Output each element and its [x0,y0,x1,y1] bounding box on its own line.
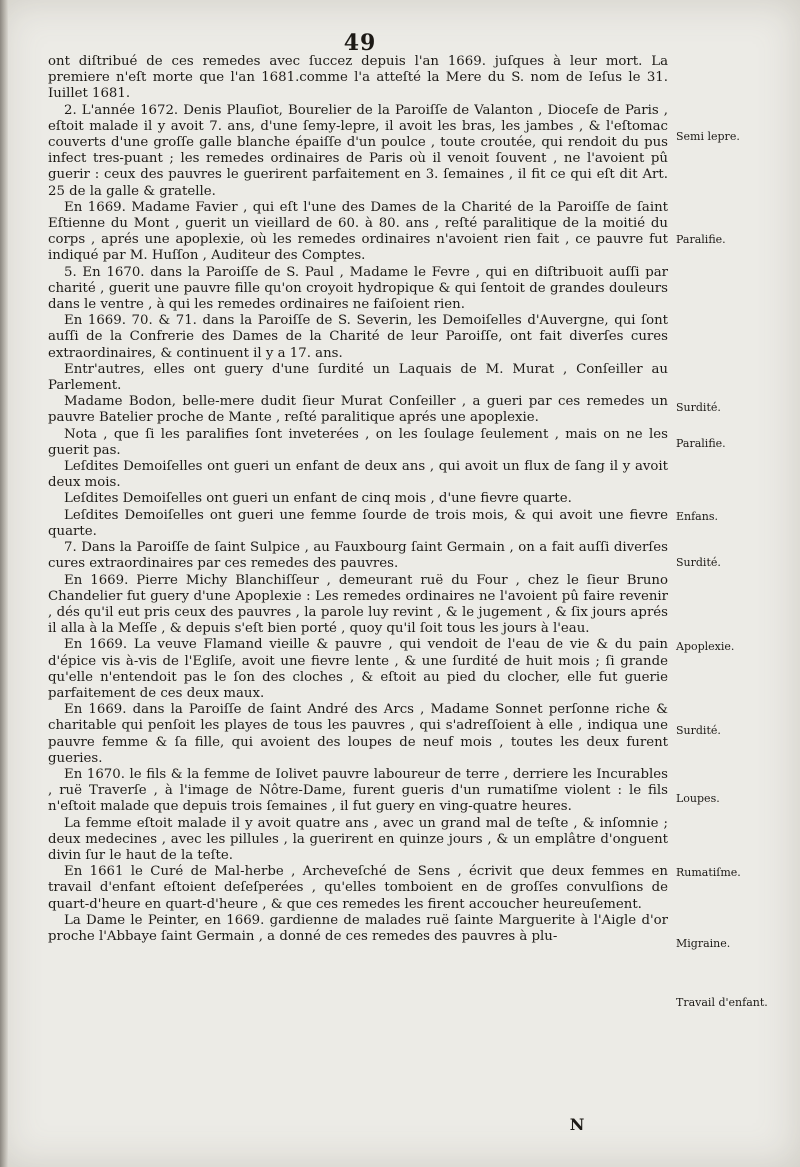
paragraph: En 1670. le fils & la femme de Iolivet pauvre laboureur de terre , derriere les Incurables , ruë Traverſe , à l'image de Nôtre-Dame, furent gueris d'un rumatiſme violent : le fils n'eſtoit malade que depuis trois ſemaines , il fut guery en ving-quatre heures. [48,766,668,815]
paragraph: 2. L'année 1672. Denis Plauſiot, Bourelier de la Paroiſſe de Valanton , Dioceſe de Paris , eſtoit malade il y avoit 7. ans, d'une ſemy-lepre, il avoit les bras, les jambes , & l'eſtomac couverts d'une groſſe galle blanche épaiſſe d'un poulce , toute croutée, qui rendoit du pus infect tres-puant ; les remedes ordinaires de Paris où il venoit ſouvent , ne l'avoient pû guerir : ceux des pauvres le guerirent parfaitement en 3. ſemaines , il fit ce qui eſt dit Art. 25 de la galle & gratelle. [48,102,668,199]
margin-note: Travail d'enfant. [676,996,768,1009]
paragraph: La Dame le Peinter, en 1669. gardienne de malades ruë ſainte Marguerite à l'Aigle d'or proche l'Abbaye ſaint Germain , a donné de ces remedes des pauvres à plu- [48,912,668,944]
margin-note: Paralifie. [676,437,726,450]
margin-note: Migraine. [676,937,731,950]
paragraph: En 1661 le Curé de Mal-herbe , Archeveſché de Sens , écrivit que deux femmes en travail d'enfant eſtoient deſeſperées , qu'elles tomboient en de groſſes convulſions de quart-d'heure en quart-d'heure , & que ces remedes les firent accoucher heureuſement. [48,864,668,912]
margin-note: Rumatiſme. [676,866,741,879]
paragraph: 5. En 1670. dans la Paroiſſe de S. Paul , Madame le Fevre , qui en diſtribuoit auſſi par charité , guerit une pauvre fille qu'on croyoit hydropique & qui ſentoit de grandes douleurs dans le ventre , à qui les remedes ordinaires ne faiſoient rien. [48,264,668,313]
paragraph: Nota , que ſi les paralifies ſont inveterées , on les ſoulage ſeulement , mais on ne les guerit pas. [48,426,668,458]
paragraph: En 1669. Pierre Michy Blanchiſſeur , demeurant ruë du Four , chez le ſieur Bruno Chandelier fut guery d'une Apoplexie : Les remedes ordinaires ne l'avoient pû faire revenir , dés qu'il eut pris ceux des pauvres , la parole luy revint , & le jugement , & ſix jours aprés il alla à la Meſſe , & depuis s'eſt bien porté , quoy qu'il ſoit tous les jours à l'eau. [48,572,668,637]
paragraph: Leſdites Demoiſelles ont gueri une femme ſourde de trois mois, & qui avoit une fievre quarte. [48,507,668,539]
paragraph: 7. Dans la Paroiſſe de ſaint Sulpice , au Fauxbourg ſaint Germain , on a fait auſſi diverſes cures extraordinaires par ces remedes des pauvres. [48,540,668,572]
binding-edge [0,0,8,1167]
margin-note: Surdité. [676,724,721,737]
paragraph: En 1669. La veuve Flamand vieille & pauvre , qui vendoit de l'eau de vie & du pain d'épice vis à-vis de l'Egliſe, avoit une fievre lente , & une ſurdité de huit mois ; ſi grande qu'elle n'entendoit pas le ſon des cloches , & eſtoit au pied du clocher, elle fut guerie parfaitement de ces deux maux. [48,637,668,701]
body-text [48,54,668,945]
page-number: 49 [343,30,377,56]
margin-note: Surdité. [676,556,721,569]
margin-note: Enfans. [676,510,718,523]
paragraph: Leſdites Demoiſelles ont gueri un enfant de deux ans , qui avoit un flux de ſang il y avoit deux mois. [48,459,668,491]
margin-note: Semi lepre. [676,130,740,143]
margin-note: Apoplexie. [676,640,735,653]
signature-mark: N [569,1115,585,1134]
paragraph: Madame Bodon, belle-mere dudit ſieur Murat Conſeiller , a gueri par ces remedes un pauvre Batelier proche de Mante , reſté paralitique aprés une apoplexie. [48,394,668,426]
paragraph: La femme eſtoit malade il y avoit quatre ans , avec un grand mal de teſte , & inſomnie ; deux medecines , avec les pillules , la guerirent en quinze jours , & un emplâtre d'onguent divin ſur le haut de la teſte. [48,815,668,863]
paragraph: En 1669. 70. & 71. dans la Paroiſſe de S. Severin, les Demoiſelles d'Auvergne, qui ſont auſſi de la Confrerie des Dames de la Charité de leur Paroiſſe, ont fait diverſes cures extraordinaires, & continuent il y a 17. ans. [48,313,668,361]
paragraph: ont diſtribué de ces remedes avec ſuccez depuis l'an 1669. juſques à leur mort. La premiere n'eſt morte que l'an 1681.comme l'a atteſté la Mere du S. nom de Ieſus le 31. Iuillet 1681. [48,54,668,102]
paragraph: En 1669. Madame Favier , qui eſt l'une des Dames de la Charité de la Paroiſſe de ſaint Eſtienne du Mont , guerit un vieillard de 60. à 80. ans , reſté paralitique de la moitié du corps , aprés une apoplexie, où les remedes ordinaires n'avoient rien fait , ce pauvre fut indiqué par M. Huſſon , Auditeur des Comptes. [48,199,668,264]
margin-note: Loupes. [676,792,720,805]
paragraph: Leſdites Demoiſelles ont gueri un enfant de cinq mois , d'une fievre quarte. [64,491,572,507]
margin-note: Surdité. [676,401,721,414]
margin-note: Paralifie. [676,233,726,246]
paragraph: Entr'autres, elles ont guery d'une ſurdité un Laquais de M. Murat , Conſeiller au Parlement. [48,361,668,394]
paragraph: En 1669. dans la Paroiſſe de ſaint André des Arcs , Madame Sonnet perſonne riche & charitable qui penſoit les playes de tous les pauvres , qui s'adreſſoient à elle , indiqua une pauvre femme & ſa fille, qui avoient des loupes de neuf mois , toutes les deux furent gueries. [48,702,668,766]
